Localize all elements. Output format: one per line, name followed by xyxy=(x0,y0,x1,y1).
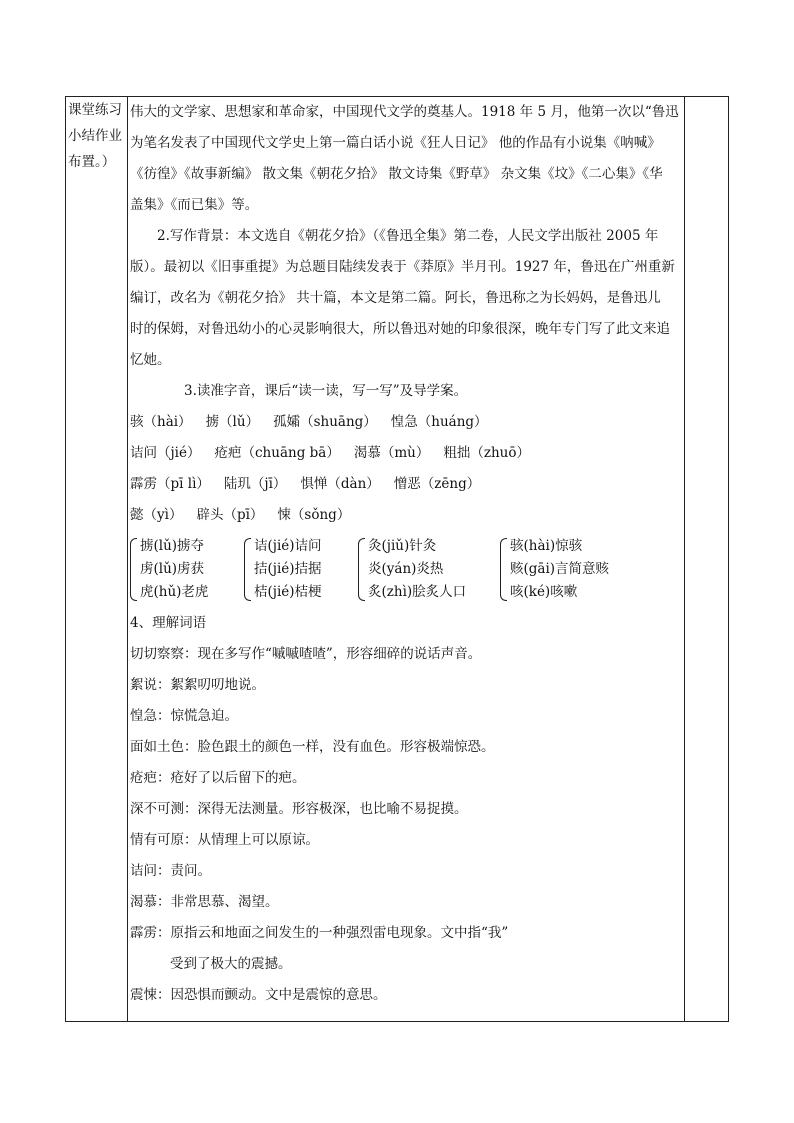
definition-line: 疮疤：疮好了以后留下的疤。 xyxy=(130,770,306,786)
vocab-item: 渴慕（mù） xyxy=(353,445,430,461)
char-group-item: 骇(hài)惊骇 xyxy=(510,538,583,554)
section-heading: 4、理解词语 xyxy=(130,615,207,631)
char-group-item: 咳(ké)咳嗽 xyxy=(510,584,578,600)
definition-line: 诘问：责问。 xyxy=(130,863,211,879)
vocab-row xyxy=(130,469,682,500)
definition-line: 震悚：因恐惧而颤动。文中是震惊的意思。 xyxy=(130,987,387,1003)
char-group xyxy=(130,535,228,604)
vocab-item: 惧惮（dàn） xyxy=(300,476,380,492)
column-divider-left xyxy=(127,97,128,1021)
definition-line: 面如土色：脸色跟土的颜色一样，没有血色。形容极端惊恐。 xyxy=(130,739,495,755)
paragraph-line: 时的保姆，对鲁迅幼小的心灵影响很大，所以鲁迅对她的印象很深，晚年专门写了此文来追 xyxy=(130,321,670,337)
vocab-item: 悚（sǒng） xyxy=(277,507,351,523)
char-group-item: 炙(zhì)脍炙人口 xyxy=(368,584,467,600)
vocab-item: 霹雳（pī lì） xyxy=(130,476,210,492)
vocab-row xyxy=(130,407,682,438)
vocab-item: 惶急（huáng） xyxy=(390,414,488,430)
section-label-line: 小结作业 xyxy=(68,128,122,144)
char-group-item: 虎(hǔ)老虎 xyxy=(140,584,209,600)
char-group-item: 虏(lǔ)虏获 xyxy=(140,561,205,577)
char-group-item: 诘(jié)诘问 xyxy=(254,538,322,554)
definition-line: 深不可测：深得无法测量。形容极深，也比喻不易捉摸。 xyxy=(130,801,468,817)
lesson-table xyxy=(65,96,729,1022)
vocab-item: 憎恶（zēng） xyxy=(393,476,481,492)
vocab-item: 粗拙（zhuō） xyxy=(443,445,530,461)
char-group-item: 赅(gāi)言简意赅 xyxy=(510,561,610,577)
definition-line: 霹雳：原指云和地面之间发生的一种强烈雷电现象。文中指“我” xyxy=(130,925,509,941)
paragraph-line: 忆她。 xyxy=(130,352,171,368)
char-group-item: 掳(lǔ)掳夺 xyxy=(140,538,205,554)
section-label-line: 布置。） xyxy=(68,154,116,170)
vocab-item: 辟头（pī） xyxy=(196,507,264,523)
vocab-item: 懿（yì） xyxy=(130,507,183,523)
vocab-item: 掳（lǔ） xyxy=(205,414,260,430)
char-group-item: 桔(jié)桔梗 xyxy=(254,584,322,600)
definition-line: 惶急：惊慌急迫。 xyxy=(130,708,238,724)
vocab-item: 陆玑（jī） xyxy=(223,476,287,492)
vocab-item: 诘问（jié） xyxy=(130,445,201,461)
char-group xyxy=(500,535,640,604)
paragraph-line: 《彷徨》《故事新编》 散文集《朝花夕拾》 散文诗集《野草》 杂文集《坟》《二心集》《华 xyxy=(130,166,663,182)
definition-line: 渴慕：非常思慕、渴望。 xyxy=(130,894,279,910)
definition-line: 受到了极大的震撼。 xyxy=(170,956,292,972)
paragraph-line: 为笔名发表了中国现代文学史上第一篇白话小说《狂人日记》 他的作品有小说集《呐喊》 xyxy=(130,135,661,151)
vocab-item: 疮疤（chuāng bā） xyxy=(214,445,340,461)
character-groups xyxy=(130,535,682,604)
paragraph-line: 编订，改名为《朝花夕拾》 共十篇，本文是第二篇。阿长，鲁迅称之为长妈妈，是鲁迅儿 xyxy=(130,290,661,306)
paragraph-line: 3.读准字音，课后“读一读，写一写”及导学案。 xyxy=(184,383,468,399)
paragraph-line: 版）。最初以《旧事重提》为总题目陆续发表于《莽原》半月刊。1927 年，鲁迅在广州重新 xyxy=(130,259,675,275)
paragraph-line: 伟大的文学家、思想家和革命家，中国现代文学的奠基人。1918 年 5 月，他第一次以“鲁迅 xyxy=(130,104,679,120)
content-cell xyxy=(130,97,682,1011)
vocab-item: 骇（hài） xyxy=(130,414,192,430)
section-label-line: 课堂练习 xyxy=(68,102,122,118)
paragraph-line: 2.写作背景：本文选自《朝花夕拾》（《鲁迅全集》第二卷，人民文学出版社 2005 年 xyxy=(157,228,659,244)
char-group xyxy=(358,535,484,604)
section-label-cell xyxy=(68,97,126,175)
definition-line: 切切察察：现在多写作“嘁嘁喳喳”，形容细碎的说话声音。 xyxy=(130,646,482,662)
vocab-item: 孤孀（shuāng） xyxy=(273,414,377,430)
char-group xyxy=(244,535,342,604)
definition-line: 情有可原：从情理上可以原谅。 xyxy=(130,832,319,848)
char-group-item: 灸(jiǔ)针灸 xyxy=(368,538,437,554)
vocab-row xyxy=(130,438,682,469)
paragraph-line: 盖集》《而已集》等。 xyxy=(130,197,259,213)
column-divider-right xyxy=(684,97,685,1021)
definition-line: 絮说：絮絮叨叨地说。 xyxy=(130,677,265,693)
vocab-row xyxy=(130,500,682,531)
char-group-item: 拮(jié)拮据 xyxy=(254,561,322,577)
char-group-item: 炎(yán)炎热 xyxy=(368,561,444,577)
